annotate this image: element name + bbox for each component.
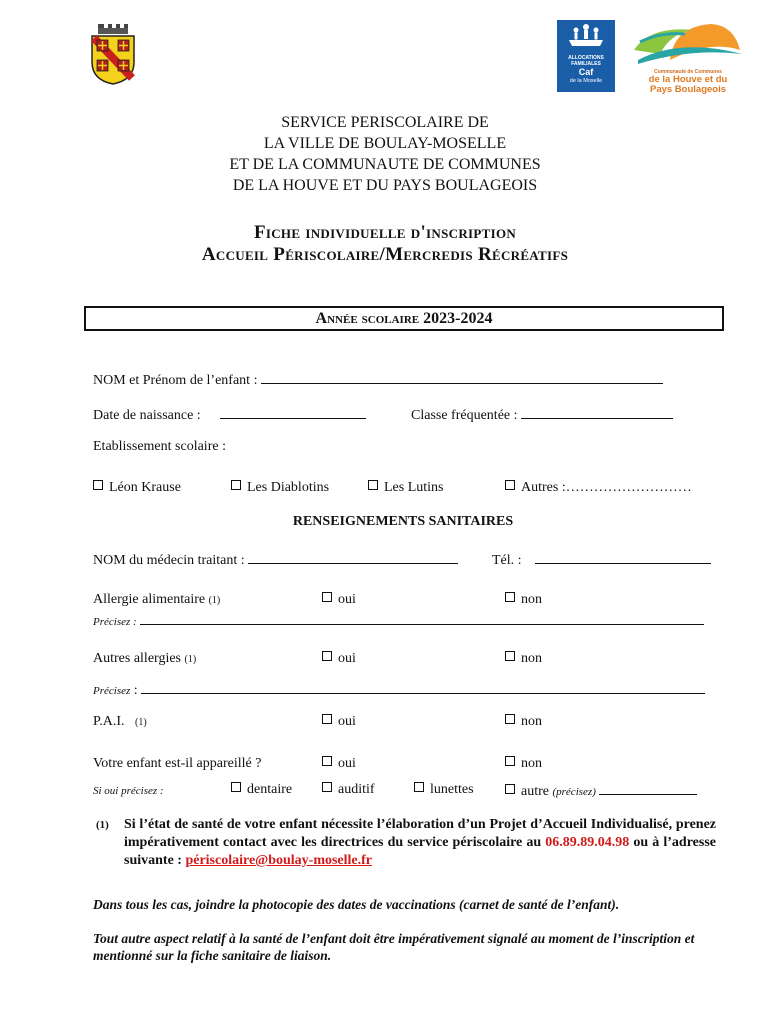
checkbox-icon [505, 480, 515, 490]
school-option-diablotins[interactable] [231, 479, 329, 497]
school-label: Etablissement scolaire : [93, 439, 226, 454]
option-label: non [521, 592, 542, 607]
cc-logo-line-1: Communauté de Communes [654, 69, 722, 75]
food-allergy-yes[interactable] [322, 591, 356, 609]
child-name-row [93, 370, 663, 390]
school-option-leon-krause[interactable] [93, 479, 181, 497]
other-allergy-precise-colon: : [133, 683, 138, 698]
other-allergy-yes[interactable] [322, 650, 356, 668]
school-option-label: Autres :……………………… [521, 480, 692, 495]
caf-people-icon [557, 20, 615, 50]
note-number: (1) [96, 819, 109, 831]
other-allergy-label-row [93, 650, 196, 669]
option-label: dentaire [247, 782, 293, 797]
pai-label-row [93, 713, 147, 732]
class-label: Classe fréquentée : [411, 408, 518, 423]
pai-label: P.A.I. [93, 714, 125, 729]
school-option-label: Léon Krause [109, 480, 181, 495]
doctor-tel-field[interactable] [535, 550, 711, 564]
header-line-1: SERVICE PERISCOLAIRE DE [281, 114, 489, 131]
pai-note: (1) [135, 717, 147, 728]
class-row [411, 405, 673, 425]
header-text [0, 112, 770, 196]
cc-logo-line-3: Pays Boulageois [649, 84, 727, 95]
form-title-line-1: Fiche individuelle d'inscription [253, 222, 517, 243]
doctor-label: NOM du médecin traitant : [93, 553, 245, 568]
other-allergy-precise-field[interactable] [141, 680, 705, 694]
caf-logo-line-1: ALLOCATIONS [568, 55, 604, 61]
checkbox-icon [322, 782, 332, 792]
pai-no[interactable] [505, 713, 542, 731]
option-label: oui [338, 756, 356, 771]
header-line-2: LA VILLE DE BOULAY-MOSELLE [263, 135, 507, 152]
option-label: oui [338, 592, 356, 607]
option-label: autre [521, 784, 549, 799]
vaccination-note: Dans tous les cas, joindre la photocopie des dates de vaccinations (carnet de santé de l’enfant). [93, 897, 620, 912]
checkbox-icon [231, 782, 241, 792]
other-allergy-note: (1) [184, 654, 197, 665]
device-type-dentaire[interactable] [231, 781, 292, 799]
other-allergy-no[interactable] [505, 650, 542, 668]
food-allergy-precise-row [93, 611, 704, 631]
device-label: Votre enfant est-il appareillé ? [93, 756, 262, 771]
device-types-label-text: Si oui précisez : [93, 785, 164, 797]
caf-logo-line-3: Caf [578, 67, 594, 77]
checkbox-icon [505, 784, 515, 794]
note-phone: 06.89.89.04.98 [545, 835, 630, 850]
doctor-tel-row [492, 550, 711, 570]
birth-date-field[interactable] [220, 405, 366, 419]
device-yes[interactable] [322, 755, 356, 773]
food-allergy-no[interactable] [505, 591, 542, 609]
caf-logo-line-2: FAMILIALES [571, 61, 601, 67]
doctor-field[interactable] [248, 550, 458, 564]
food-allergy-label-row [93, 591, 220, 610]
caf-logo [557, 20, 615, 92]
option-label: oui [338, 651, 356, 666]
other-allergy-precise-label: Précisez [93, 685, 131, 697]
school-option-label: Les Lutins [384, 480, 444, 495]
note-text-before: Si l’état de santé de votre enfant nécessite l’élaboration d’un Projet d’Accueil Individualisé, prenez impérativement contact avec les directrices du service périscolaire au [124, 817, 716, 850]
device-type-autre-field[interactable] [599, 781, 697, 795]
checkbox-icon [414, 782, 424, 792]
option-label: auditif [338, 782, 375, 797]
food-allergy-note: (1) [208, 595, 221, 606]
option-label: non [521, 756, 542, 771]
school-option-lutins[interactable] [368, 479, 444, 497]
communaute-communes-logo [630, 20, 746, 95]
doctor-row [93, 550, 458, 570]
class-field[interactable] [521, 405, 673, 419]
child-name-field[interactable] [261, 370, 663, 384]
checkbox-icon [505, 592, 515, 602]
device-no[interactable] [505, 755, 542, 773]
device-type-lunettes[interactable] [414, 781, 474, 799]
checkbox-icon [322, 756, 332, 766]
option-label: non [521, 714, 542, 729]
checkbox-icon [505, 651, 515, 661]
checkbox-icon [322, 651, 332, 661]
checkbox-icon [322, 592, 332, 602]
birth-date-row [93, 405, 366, 425]
option-label: lunettes [430, 782, 474, 797]
checkbox-icon [231, 480, 241, 490]
checkbox-icon [505, 756, 515, 766]
note-email-link[interactable]: périscolaire@boulay-moselle.fr [185, 853, 373, 868]
header-line-3: ET DE LA COMMUNAUTE DE COMMUNES [229, 156, 541, 173]
device-type-auditif[interactable] [322, 781, 375, 799]
pai-yes[interactable] [322, 713, 356, 731]
device-type-autre-note: (précisez) [552, 786, 596, 798]
food-allergy-label: Allergie alimentaire [93, 592, 206, 607]
caf-logo-line-4: de la Moselle [569, 78, 603, 84]
option-label: non [521, 651, 542, 666]
school-option-label: Les Diablotins [247, 480, 330, 495]
form-title [0, 222, 770, 266]
checkbox-icon [505, 714, 515, 724]
health-note: Tout autre aspect relatif à la santé de l’enfant doit être impérativement signalé au moment de l’inscription et mentionné sur la fiche sanitaire de liaison. [93, 931, 695, 963]
sanitaire-heading: RENSEIGNEMENTS SANITAIRES [292, 514, 514, 529]
cc-logo-line-2: de la Houve et du [648, 74, 728, 85]
birth-date-label: Date de naissance : [93, 408, 201, 423]
other-allergy-label: Autres allergies [93, 651, 181, 666]
food-allergy-precise-field[interactable] [140, 611, 704, 625]
child-name-label: NOM et Prénom de l’enfant : [93, 373, 258, 388]
pai-note-paragraph [96, 816, 716, 870]
school-year-box: Année scolaire 2023-2024 [84, 306, 724, 331]
device-type-autre[interactable] [505, 781, 697, 801]
checkbox-icon [322, 714, 332, 724]
food-allergy-precise-label: Précisez : [93, 616, 137, 628]
checkbox-icon [93, 480, 103, 490]
header-line-4: DE LA HOUVE ET DU PAYS BOULAGEOIS [232, 177, 538, 194]
note-text-middle: ou à l’adresse suivante : [124, 835, 717, 868]
doctor-tel-label: Tél. : [492, 553, 522, 568]
checkbox-icon [368, 480, 378, 490]
school-option-autres[interactable] [505, 479, 692, 497]
option-label: oui [338, 714, 356, 729]
boulay-coat-of-arms-logo [88, 20, 138, 86]
device-types-label [93, 782, 164, 800]
other-allergy-precise-row [93, 680, 705, 700]
form-title-line-2: Accueil Périscolaire/Mercredis Récréatifs [201, 244, 569, 265]
